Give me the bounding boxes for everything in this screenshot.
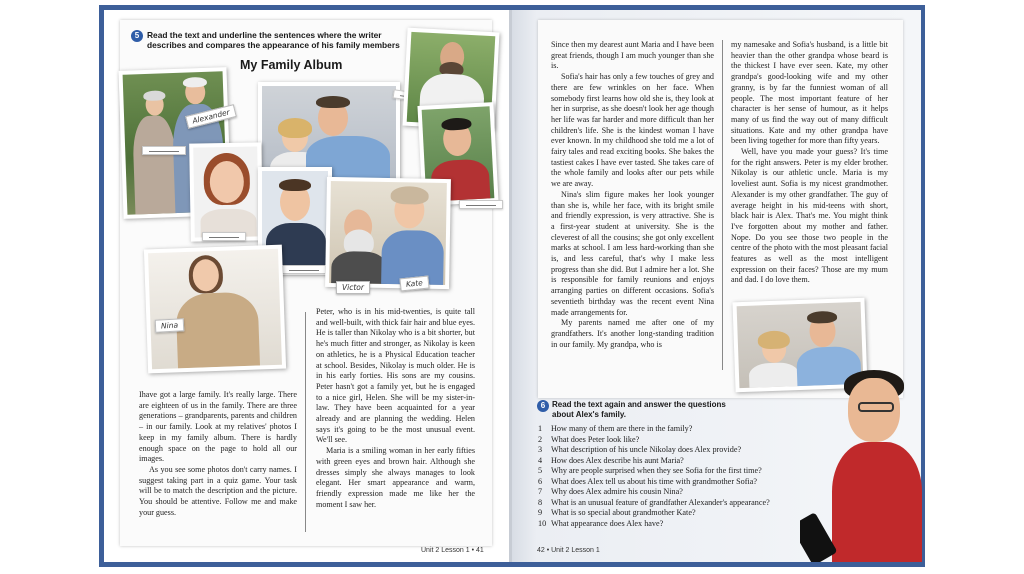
- question-item: [538, 445, 838, 456]
- question-text: How does Alex describe his aunt Maria?: [551, 455, 684, 465]
- paragraph: Well, have you made your guess? It's time for the right answers. Peter is my elder brother. Nikolay is our athletic uncle. Maria is my loveliest aunt. Sofia is my nicest grandmother. Alexander is my other grandfather. The guy of average height in his mid-teens with short, black hair is Alex. That's me. You might think I've forgotten about my mother and father. Nope. Do you see those two people in the centre of the photo with the most pleasant facial features as well as the most intelligent expression on their faces? Those are my mum and dad. I do love them.: [731, 147, 888, 285]
- blank-label-woman: [202, 232, 246, 241]
- question-item: [538, 477, 838, 488]
- question-item: [538, 456, 838, 467]
- paragraph: Ihave got a large family. It's really large. There are eighteen of us in the family. There are three generations – grandparents, parents and children – in our family. Look at my relatives' photos I keep in my family album. There is hardly enough space on the page to hold all our images.: [139, 390, 297, 464]
- photo-elderly-couple: [325, 177, 451, 289]
- paragraph: Nina's slim figure makes her look younger than she is, while her face, with its bright smile and friendly expression, is very attractive. She is a first-year student at university. She is the cleverest of all the cousins; she got only excellent marks at school. I am less hard-working than she is, and less careful, that's why I make less progress than she did. But I admire her a lot. She is responsible for family reunions and enjoys arranging parties on different occasions. Sofia's seventieth birthday was the recent event Nina made arrangements for.: [551, 189, 714, 317]
- question-list: [538, 424, 838, 529]
- page-footer-left: Unit 2 Lesson 1 • 41: [421, 547, 484, 554]
- question-number: 7: [538, 487, 543, 496]
- blank-label-young-man: [282, 265, 326, 274]
- question-item: [538, 466, 838, 477]
- paragraph: As you see some photos don't carry names. I suggest taking part in a quiz game. Your task will be to match the description and the picture. You should be attentive. Follow me and make your guess.: [139, 464, 297, 517]
- question-number: 10: [538, 518, 547, 528]
- question-text: What appearance does Alex have?: [551, 518, 664, 528]
- tag-kate: Kate: [399, 276, 429, 292]
- question-item: [538, 435, 838, 446]
- question-text: What does Alex tell us about his time with grandmother Sofia?: [551, 476, 758, 486]
- page-footer-right: 42 • Unit 2 Lesson 1: [537, 547, 600, 554]
- question-number: 3: [538, 445, 543, 454]
- question-text: Why are people surprised when they see Sofia for the first time?: [551, 466, 762, 475]
- paragraph: My parents named me after one of my grandfathers. It's another long-standing tradition in our family. My grandpa, who is: [551, 318, 714, 349]
- question-number: 8: [538, 497, 543, 507]
- instruction-line: Read the text again and answer the questions: [552, 400, 726, 409]
- question-text: How many of them are there in the family?: [551, 424, 693, 433]
- text-column-2: [316, 307, 475, 510]
- task-number-badge: 6: [537, 400, 549, 412]
- instruction-line: about Alex's family.: [552, 410, 626, 419]
- tag-victor: Victor: [336, 281, 370, 294]
- column-divider: [722, 40, 723, 370]
- question-item: [538, 519, 838, 530]
- photo-nina: [144, 245, 286, 374]
- blank-label-grandmother: [142, 146, 186, 155]
- tag-nina: Nina: [155, 318, 185, 333]
- text-column-4: [731, 40, 888, 286]
- question-number: 4: [538, 455, 543, 465]
- question-number: 5: [538, 466, 543, 475]
- question-text: What is so special about grandmother Kate?: [551, 508, 696, 517]
- question-item: [538, 508, 838, 519]
- question-item: [538, 424, 838, 435]
- question-number: 6: [538, 476, 543, 486]
- question-text: Why does Alex admire his cousin Nina?: [551, 487, 683, 496]
- question-text: What is an unusual feature of grandfather Alexander's appearance?: [551, 497, 770, 507]
- paragraph: my namesake and Sofia's husband, is a little bit heavier than the other grandpa whose beard is the thickest I have ever seen. Kate, my other grandpa's good-looking wife and my other granny, is by far the funniest woman of all people. The most important feature of her character is her sense of humour, as it helps many of us find the way out of many difficult situations. Kate and my other grandpa have been living together for more than fifty years.: [731, 40, 888, 146]
- question-number: 9: [538, 508, 543, 517]
- photo-red-haired-woman: [189, 142, 263, 241]
- paragraph: Sofia's hair has only a few touches of grey and there are few wrinkles on her face. When somebody first learns how old she is, they look at her in surprise, as she doesn't look her age though her life was far harder and more difficult than her children's life. She is the kindest woman I have ever known. In my childhood she told me a lot of fairy tales and read exciting books. She bakes the tastiest cakes I have ever tasted. She takes care of the whole family and looks after our pets while we are away.: [551, 72, 714, 189]
- question-text: What does Peter look like?: [551, 434, 640, 444]
- text-column-3: [551, 40, 714, 350]
- blank-label-teen: [459, 200, 503, 209]
- task-instruction: Read the text and underline the sentences where the writer describes and compares the appearance of his family members: [147, 30, 400, 50]
- tag-alexander: Alexander: [185, 104, 237, 129]
- question-number: 1: [538, 424, 543, 433]
- question-item: [538, 498, 838, 509]
- question-item: [538, 487, 838, 498]
- task-number-badge: 5: [131, 30, 143, 42]
- paragraph: Maria is a smiling woman in her early fifties with green eyes and brown hair. Although she dresses simply she always manages to look elegant. Her smart appearance and warm, friendly expression made me like her the moment I saw her.: [316, 446, 475, 509]
- question-text: What description of his uncle Nikolay does Alex provide?: [551, 445, 742, 454]
- album-title: My Family Album: [240, 58, 343, 72]
- column-divider: [305, 312, 306, 532]
- question-number: 2: [538, 434, 543, 444]
- task-instruction: [552, 400, 726, 420]
- text-column-1: [139, 390, 297, 518]
- paragraph: Since then my dearest aunt Maria and I have been great friends, though I am much younger than she is.: [551, 40, 714, 71]
- paragraph: Peter, who is in his mid-twenties, is quite tall and well-built, with thick fair hair and blue eyes. He is taller than Nikolay who is a bit shorter, but he's much fitter and stronger, as Nikolay is keen on athletics, he is a Physical Education teacher at school. Besides, Nikolay is much older. He is in his early forties. His sons are my cousins. Peter hasn't got a family yet, but he is engaged to a nice girl, Helen. She will be my sister-in-law. They have been acquainted for a year already and are planning the wedding. Helen says it's going to be the most unusual event. We'll see.: [316, 307, 475, 445]
